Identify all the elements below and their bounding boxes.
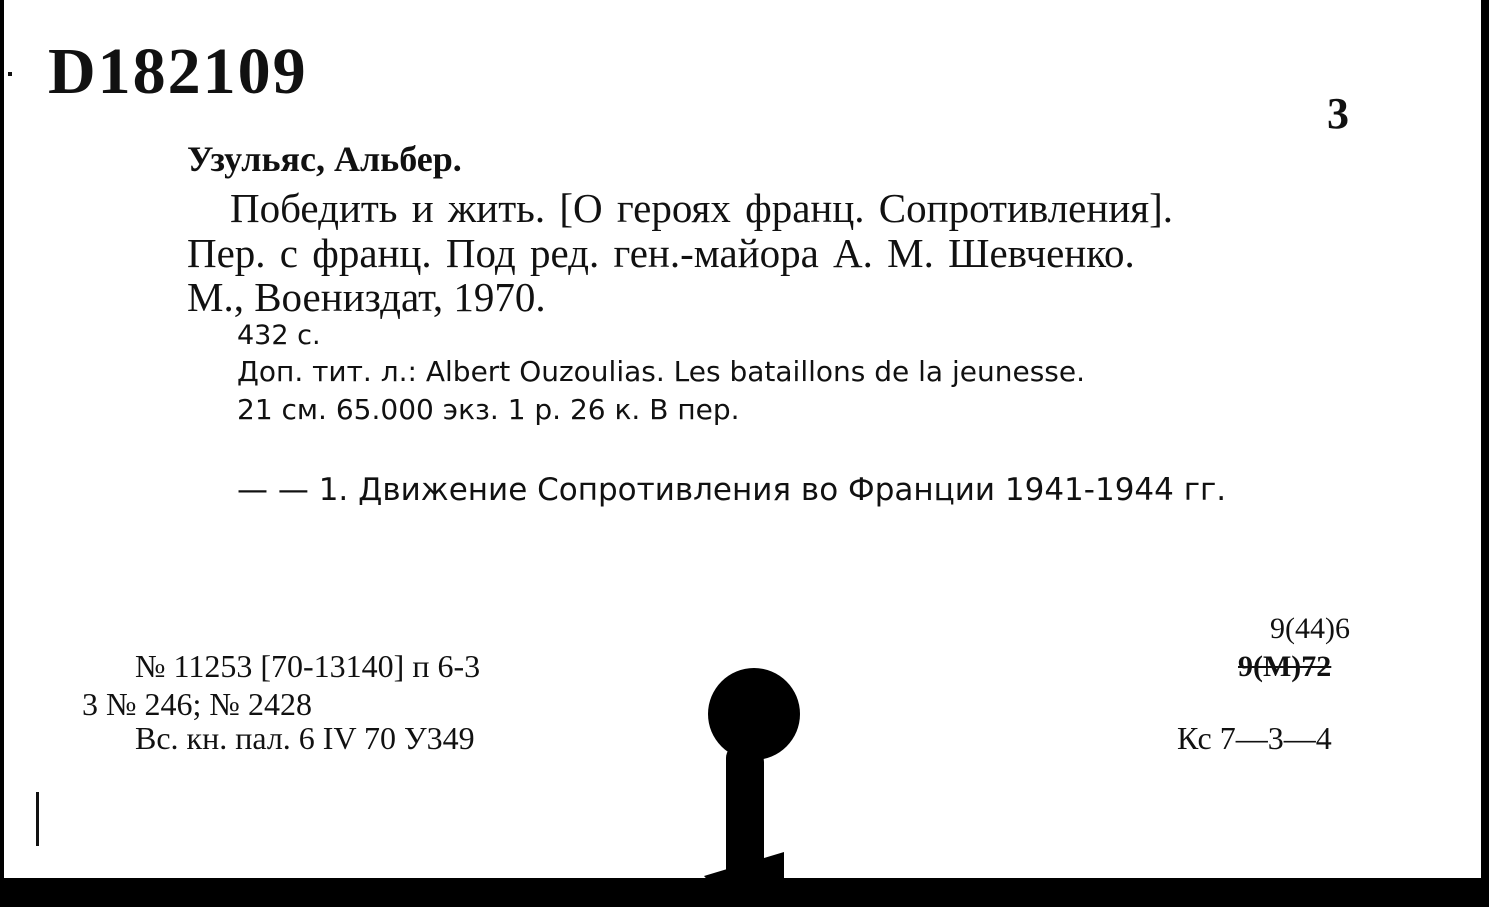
title-line: Победить и жить. [О героях франц. Сопротивления]. xyxy=(230,185,1174,231)
chamber-date: Вс. кн. пал. 6 IV 70 У349 xyxy=(135,720,475,756)
card-index: 3 xyxy=(1327,89,1349,138)
punch-hole-tear xyxy=(726,744,764,878)
author-heading: Узульяс, Альбер. xyxy=(187,139,462,179)
physical-description: 21 см. 65.000 экз. 1 р. 26 к. В пер. xyxy=(237,393,740,426)
margin-mark xyxy=(36,792,39,846)
margin-dot xyxy=(8,72,12,76)
additional-title: Доп. тит. л.: Albert Ouzoulias. Les bataillons de la jeunesse. xyxy=(237,355,1086,388)
registry-reference: 3 № 246; № 2428 xyxy=(82,686,312,722)
subject-heading: — — 1. Движение Сопротивления во Франции 1941-1944 гг. xyxy=(237,472,1227,508)
classification-code-1: 9(44)6 xyxy=(1270,612,1350,645)
registry-number: № 11253 [70-13140] п 6-3 xyxy=(135,648,481,684)
catalog-card xyxy=(4,0,1481,878)
catalog-number: D182109 xyxy=(48,35,308,108)
translation-line: Пер. с франц. Под ред. ген.-майора А. М. Шевченко. xyxy=(187,230,1135,276)
classification-code-2: 9(М)72 xyxy=(1238,650,1332,683)
card-set-code: Кс 7—3—4 xyxy=(1177,720,1332,756)
pages-count: 432 с. xyxy=(237,320,321,351)
publication-line: М., Воениздат, 1970. xyxy=(187,274,546,320)
